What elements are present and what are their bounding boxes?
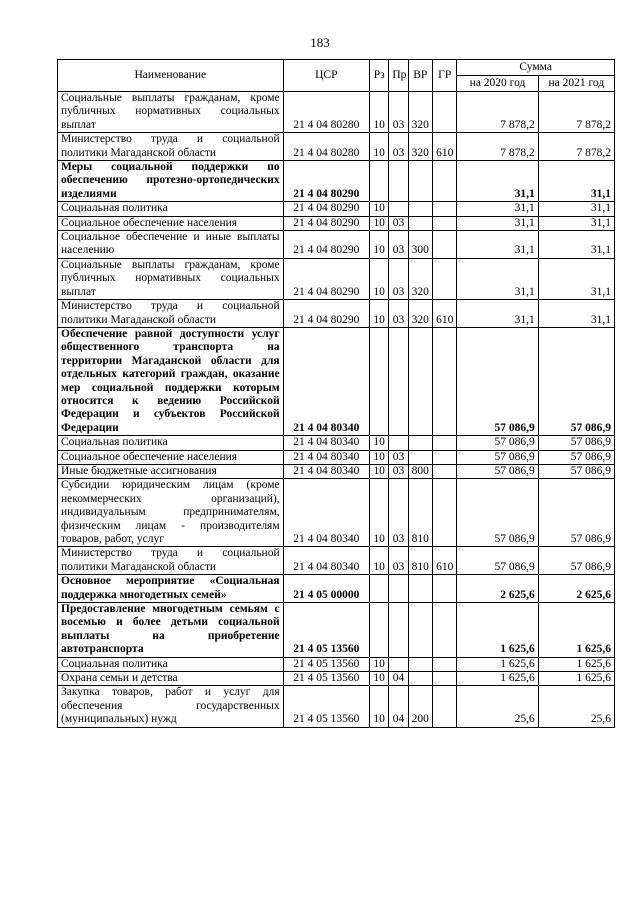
row-amount-2020: 2 625,6 <box>457 575 538 603</box>
row-amount-2020: 57 086,9 <box>457 479 538 547</box>
row-name: Основное мероприятие «Социальная поддержка многодетных семей» <box>58 575 284 603</box>
row-amount-2020: 7 878,2 <box>457 92 538 133</box>
row-amount-2021: 57 086,9 <box>538 436 614 450</box>
row-rz: 10 <box>370 133 389 161</box>
row-name: Социальное обеспечение населения <box>58 450 284 464</box>
row-name: Социальное обеспечение и иные выплаты населению <box>58 231 284 259</box>
row-vr <box>408 161 432 202</box>
row-csr: 21 4 04 80340 <box>283 547 369 575</box>
row-gr <box>433 216 457 230</box>
table-row <box>58 464 615 478</box>
table-row <box>58 657 615 671</box>
row-amount-2020: 31,1 <box>457 202 538 216</box>
row-name: Социальные выплаты гражданам, кроме публичных нормативных социальных выплат <box>58 92 284 133</box>
row-rz <box>370 327 389 435</box>
row-vr <box>408 327 432 435</box>
row-csr: 21 4 04 80280 <box>283 133 369 161</box>
row-amount-2021: 7 878,2 <box>538 133 614 161</box>
row-csr: 21 4 04 80290 <box>283 216 369 230</box>
row-amount-2021: 31,1 <box>538 258 614 299</box>
row-rz: 10 <box>370 464 389 478</box>
row-gr <box>433 258 457 299</box>
row-rz <box>370 603 389 658</box>
row-csr: 21 4 04 80340 <box>283 327 369 435</box>
row-pr <box>389 575 408 603</box>
row-name: Предоставление многодетным семьям с восемью и более детьми социальной выплаты на приобретение автотранспорта <box>58 603 284 658</box>
row-pr: 03 <box>389 464 408 478</box>
row-gr <box>433 231 457 259</box>
row-rz <box>370 575 389 603</box>
row-rz: 10 <box>370 92 389 133</box>
row-rz: 10 <box>370 672 389 686</box>
table-header <box>58 60 615 92</box>
row-gr <box>433 672 457 686</box>
header-pr: Пр <box>389 60 408 92</box>
row-gr <box>433 657 457 671</box>
table-row <box>58 327 615 435</box>
row-amount-2021: 57 086,9 <box>538 450 614 464</box>
row-gr <box>433 436 457 450</box>
row-vr <box>408 216 432 230</box>
row-vr <box>408 450 432 464</box>
row-csr: 21 4 04 80290 <box>283 258 369 299</box>
table-row <box>58 436 615 450</box>
row-name: Социальная политика <box>58 657 284 671</box>
row-amount-2021: 31,1 <box>538 231 614 259</box>
row-pr: 03 <box>389 300 408 328</box>
row-amount-2020: 57 086,9 <box>457 547 538 575</box>
row-vr: 320 <box>408 258 432 299</box>
row-name: Социальные выплаты гражданам, кроме публичных нормативных социальных выплат <box>58 258 284 299</box>
row-pr <box>389 436 408 450</box>
table-row <box>58 479 615 547</box>
row-amount-2021: 57 086,9 <box>538 547 614 575</box>
row-csr: 21 4 04 80290 <box>283 161 369 202</box>
row-amount-2020: 7 878,2 <box>457 133 538 161</box>
row-amount-2021: 57 086,9 <box>538 464 614 478</box>
row-amount-2020: 57 086,9 <box>457 450 538 464</box>
table-body <box>58 92 615 728</box>
row-pr: 04 <box>389 686 408 727</box>
row-name: Иные бюджетные ассигнования <box>58 464 284 478</box>
row-vr: 300 <box>408 231 432 259</box>
row-name: Социальное обеспечение населения <box>58 216 284 230</box>
row-amount-2020: 31,1 <box>457 216 538 230</box>
row-amount-2021: 25,6 <box>538 686 614 727</box>
row-vr <box>408 202 432 216</box>
page-number: 183 <box>310 35 330 50</box>
row-name: Министерство труда и социальной политики Магаданской области <box>58 300 284 328</box>
row-vr <box>408 603 432 658</box>
row-vr <box>408 672 432 686</box>
row-amount-2021: 31,1 <box>538 161 614 202</box>
row-pr: 03 <box>389 216 408 230</box>
row-pr: 03 <box>389 547 408 575</box>
row-amount-2021: 57 086,9 <box>538 327 614 435</box>
row-amount-2021: 57 086,9 <box>538 479 614 547</box>
table-row <box>58 672 615 686</box>
row-pr <box>389 161 408 202</box>
row-name: Закупка товаров, работ и услуг для обеспечения государственных (муниципальных) нужд <box>58 686 284 727</box>
row-gr: 610 <box>433 133 457 161</box>
row-gr <box>433 479 457 547</box>
header-sum: Сумма <box>457 60 615 76</box>
row-csr: 21 4 04 80290 <box>283 300 369 328</box>
header-csr: ЦСР <box>283 60 369 92</box>
header-name: Наименование <box>58 60 284 92</box>
row-csr: 21 4 04 80290 <box>283 202 369 216</box>
row-vr: 810 <box>408 479 432 547</box>
row-gr <box>433 202 457 216</box>
row-pr: 03 <box>389 92 408 133</box>
row-pr: 03 <box>389 479 408 547</box>
table-row <box>58 92 615 133</box>
row-csr: 21 4 04 80340 <box>283 479 369 547</box>
row-pr <box>389 657 408 671</box>
row-gr <box>433 464 457 478</box>
table-row <box>58 686 615 727</box>
row-gr: 610 <box>433 547 457 575</box>
row-pr <box>389 202 408 216</box>
row-name: Субсидии юридическим лицам (кроме некоммерческих организаций), индивидуальным предпринимателям, физическим лицам - производителям товаров, работ, услуг <box>58 479 284 547</box>
row-rz: 10 <box>370 300 389 328</box>
row-amount-2021: 2 625,6 <box>538 575 614 603</box>
row-name: Социальная политика <box>58 436 284 450</box>
row-pr: 03 <box>389 450 408 464</box>
row-csr: 21 4 04 80340 <box>283 436 369 450</box>
row-csr: 21 4 05 13560 <box>283 672 369 686</box>
row-amount-2021: 31,1 <box>538 216 614 230</box>
row-amount-2021: 7 878,2 <box>538 92 614 133</box>
row-pr: 03 <box>389 258 408 299</box>
row-vr: 200 <box>408 686 432 727</box>
row-csr: 21 4 04 80340 <box>283 464 369 478</box>
row-amount-2021: 31,1 <box>538 300 614 328</box>
row-rz: 10 <box>370 216 389 230</box>
row-vr: 800 <box>408 464 432 478</box>
row-rz: 10 <box>370 258 389 299</box>
row-name: Меры социальной поддержки по обеспечению протезно-ортопедических изделиями <box>58 161 284 202</box>
row-rz: 10 <box>370 657 389 671</box>
header-year-2020: на 2020 год <box>457 76 538 92</box>
row-amount-2020: 31,1 <box>457 300 538 328</box>
row-name: Охрана семьи и детства <box>58 672 284 686</box>
row-name: Министерство труда и социальной политики Магаданской области <box>58 133 284 161</box>
row-vr <box>408 436 432 450</box>
row-csr: 21 4 05 13560 <box>283 686 369 727</box>
row-rz: 10 <box>370 686 389 727</box>
table-row <box>58 161 615 202</box>
header-year-2021: на 2021 год <box>538 76 614 92</box>
row-rz: 10 <box>370 436 389 450</box>
row-vr <box>408 575 432 603</box>
table-row <box>58 300 615 328</box>
row-rz: 10 <box>370 547 389 575</box>
row-amount-2020: 31,1 <box>457 161 538 202</box>
row-pr <box>389 327 408 435</box>
row-pr: 03 <box>389 133 408 161</box>
row-csr: 21 4 05 00000 <box>283 575 369 603</box>
table-row <box>58 216 615 230</box>
row-amount-2020: 25,6 <box>457 686 538 727</box>
row-vr: 320 <box>408 300 432 328</box>
row-amount-2021: 1 625,6 <box>538 672 614 686</box>
row-name: Социальная политика <box>58 202 284 216</box>
row-csr: 21 4 04 80280 <box>283 92 369 133</box>
row-csr: 21 4 04 80290 <box>283 231 369 259</box>
row-gr <box>433 327 457 435</box>
row-amount-2020: 57 086,9 <box>457 464 538 478</box>
row-amount-2021: 31,1 <box>538 202 614 216</box>
row-rz: 10 <box>370 231 389 259</box>
row-gr <box>433 575 457 603</box>
budget-table <box>57 59 615 728</box>
table-row <box>58 258 615 299</box>
header-rz: Рз <box>370 60 389 92</box>
table-row <box>58 450 615 464</box>
table-row <box>58 202 615 216</box>
row-gr <box>433 686 457 727</box>
row-amount-2020: 1 625,6 <box>457 657 538 671</box>
row-gr <box>433 603 457 658</box>
row-rz: 10 <box>370 450 389 464</box>
row-gr <box>433 450 457 464</box>
row-rz: 10 <box>370 479 389 547</box>
row-vr: 320 <box>408 92 432 133</box>
header-gr: ГР <box>433 60 457 92</box>
row-amount-2021: 1 625,6 <box>538 657 614 671</box>
table-row <box>58 133 615 161</box>
row-gr <box>433 161 457 202</box>
row-rz: 10 <box>370 202 389 216</box>
row-name: Министерство труда и социальной политики Магаданской области <box>58 547 284 575</box>
row-amount-2021: 1 625,6 <box>538 603 614 658</box>
row-gr: 610 <box>433 300 457 328</box>
row-csr: 21 4 04 80340 <box>283 450 369 464</box>
table-row <box>58 603 615 658</box>
row-name: Обеспечение равной доступности услуг общественного транспорта на территории Магаданской области для отдельных категорий граждан, оказание мер социальной поддержки которым относится к ведению Российской Федерации и субъектов Российской Федерации <box>58 327 284 435</box>
row-csr: 21 4 05 13560 <box>283 657 369 671</box>
row-amount-2020: 57 086,9 <box>457 436 538 450</box>
row-pr: 03 <box>389 231 408 259</box>
table-row <box>58 231 615 259</box>
row-gr <box>433 92 457 133</box>
row-amount-2020: 57 086,9 <box>457 327 538 435</box>
row-pr <box>389 603 408 658</box>
row-amount-2020: 31,1 <box>457 231 538 259</box>
table-row <box>58 575 615 603</box>
row-amount-2020: 1 625,6 <box>457 672 538 686</box>
row-vr: 810 <box>408 547 432 575</box>
table-row <box>58 547 615 575</box>
row-amount-2020: 1 625,6 <box>457 603 538 658</box>
row-vr: 320 <box>408 133 432 161</box>
row-amount-2020: 31,1 <box>457 258 538 299</box>
row-vr <box>408 657 432 671</box>
row-pr: 04 <box>389 672 408 686</box>
row-csr: 21 4 05 13560 <box>283 603 369 658</box>
header-vr: ВР <box>408 60 432 92</box>
row-rz <box>370 161 389 202</box>
